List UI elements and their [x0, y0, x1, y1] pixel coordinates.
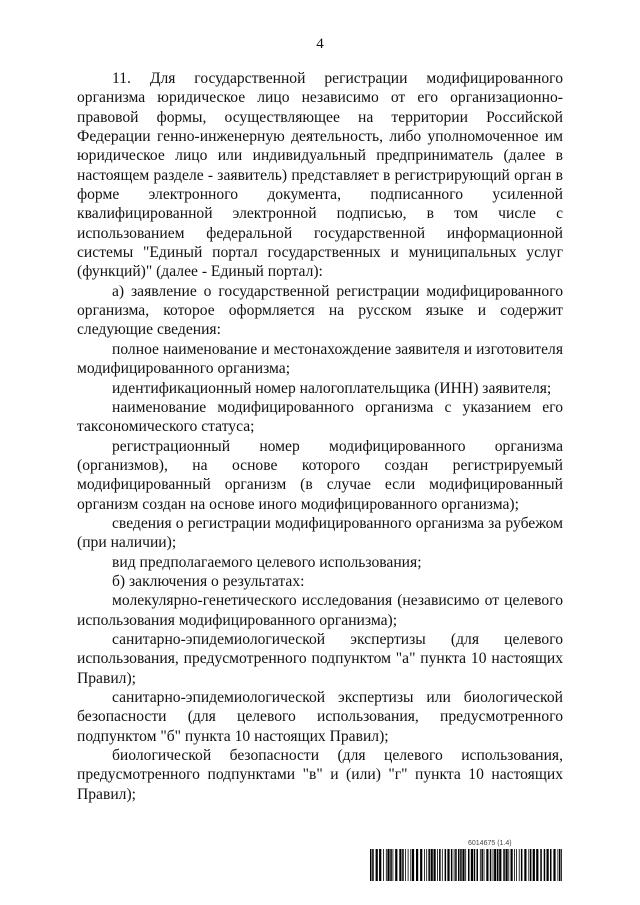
barcode-bar — [536, 849, 538, 881]
barcode-bar — [399, 849, 401, 881]
barcode-bar — [458, 849, 460, 881]
document-body — [77, 69, 563, 804]
barcode-image — [370, 849, 565, 881]
paragraph-intended-use: вид предполагаемого целевого использования; — [112, 553, 422, 571]
barcode-bar — [519, 849, 520, 881]
barcode-bar — [434, 849, 436, 881]
paragraph-sanitary-or-biosafety: санитарно-эпидемиологической экспертизы или биологической безопасности (для целевого использования, предусмотренного подпунктом "б" пункта 10 настоящих Правил); — [77, 689, 563, 745]
barcode-bar — [511, 849, 513, 881]
barcode-bar — [533, 849, 535, 881]
barcode-bar — [451, 849, 453, 881]
barcode-bar — [559, 849, 561, 881]
barcode-bar — [480, 849, 481, 881]
barcode-bar — [445, 849, 447, 881]
barcode-bar — [439, 849, 441, 881]
barcode-bar — [516, 849, 517, 881]
barcode-bar — [402, 849, 404, 881]
paragraph-organism-name: наименование модифицированного организма с указанием его таксономического статуса; — [77, 398, 563, 436]
barcode-bar — [462, 849, 464, 881]
barcode-bar — [528, 849, 529, 881]
barcode-bar — [379, 849, 381, 881]
barcode-bar — [395, 849, 397, 881]
barcode-bar — [544, 849, 546, 881]
barcode-bar — [460, 849, 462, 881]
barcode-bar — [386, 849, 387, 881]
barcode-bar — [454, 849, 455, 881]
barcode-bar — [410, 849, 411, 881]
barcode-bar — [514, 849, 515, 881]
barcode-bar — [547, 849, 549, 881]
barcode-bar — [506, 849, 508, 881]
barcode-bar — [372, 849, 374, 881]
barcode-bar — [521, 849, 523, 881]
page-number: 4 — [316, 36, 324, 52]
barcode-caption: 6014675 (1.4) — [468, 840, 512, 847]
paragraph-molecular-genetic: молекулярно-генетического исследования (независимо от целевого использования модифицированного организма); — [77, 592, 563, 629]
barcode-bar — [442, 849, 443, 881]
paragraph-foreign-registration: сведения о регистрации модифицированного организма за рубежом (при наличии); — [77, 514, 563, 552]
barcode-bar — [370, 849, 372, 881]
barcode-bar — [387, 849, 389, 881]
barcode-bar — [561, 849, 562, 881]
barcode-bar — [376, 849, 378, 881]
barcode-bar — [494, 849, 496, 881]
barcode-bar — [471, 849, 473, 881]
barcode-bar — [468, 849, 470, 881]
barcode-bar — [424, 849, 425, 881]
paragraph-subitem-a: а) заявление о государственной регистрации модифицированного организма, которое оформляется на русском языке и содержит следующие сведения: — [77, 282, 563, 339]
barcode-bar — [465, 849, 466, 881]
barcode-bar — [477, 849, 479, 881]
barcode-bar — [484, 849, 485, 881]
paragraph-biosafety: биологической безопасности (для целевого использования, предусмотренного подпунктами "в" и (или) "г" пункта 10 настоящих Правил); — [77, 747, 563, 803]
barcode-bar — [455, 849, 457, 881]
barcode-bar — [437, 849, 438, 881]
barcode-bar — [474, 849, 476, 881]
barcode-bar — [490, 849, 492, 881]
barcode-bar — [405, 849, 406, 881]
barcode-bar — [524, 849, 526, 881]
barcode-bar — [393, 849, 394, 881]
paragraph-item-11: 11. Для государственной регистрации модифицированного организма юридическое лицо независимо от его организационно-правовой формы, осуществляющее на территории Российской Федерации генно-инженерную деятельность, либо уполномоченное им юридическое лицо или индивидуальный предприниматель (далее в настоящем разделе - заявитель) представляет в регистрирующий орган в форме электронного документа, подписанного усиленной квалифицированной электронной подписью, в том числе с использованием федеральной государственной информационной системы "Единый портал государственных и муниципальных услуг (функций)" (далее - Единый портал): — [77, 70, 563, 281]
barcode-bar — [383, 849, 384, 881]
paragraph-sanitary-expertise: санитарно-эпидемиологической экспертизы (для целевого использования, предусмотренного подпунктом "а" пункта 10 настоящих Правил); — [77, 630, 563, 687]
barcode-bar — [558, 849, 559, 881]
barcode-bar — [390, 849, 392, 881]
barcode-bar — [540, 849, 542, 881]
barcode-bar — [426, 849, 427, 881]
barcode-bar — [499, 849, 501, 881]
barcode-bar — [481, 849, 483, 881]
barcode-bar — [431, 849, 433, 881]
barcode-bar — [428, 849, 430, 881]
barcode-bar — [508, 849, 509, 881]
barcode-bar — [420, 849, 422, 881]
paragraph-inn: идентификационный номер налогоплательщика (ИНН) заявителя; — [112, 379, 552, 397]
barcode-bar — [412, 849, 414, 881]
barcode-bar — [493, 849, 494, 881]
barcode-area — [370, 838, 565, 881]
paragraph-applicant-name: полное наименование и местонахождение заявителя и изготовителя модифицированного организма; — [77, 340, 563, 378]
barcode-bar — [497, 849, 499, 881]
paragraph-subitem-b: б) заключения о результатах: — [112, 572, 305, 590]
paragraph-registration-number: регистрационный номер модифицированного организма (организмов), на основе которого создан регистрируемый модифицированный организм (в случае если модифицированный организм создан на основе иного модифицированного организма); — [77, 437, 563, 513]
barcode-bar — [447, 849, 449, 881]
barcode-bar — [550, 849, 552, 881]
barcode-bar — [553, 849, 555, 881]
barcode-bar — [530, 849, 532, 881]
barcode-bar — [408, 849, 409, 881]
barcode-bar — [486, 849, 488, 881]
barcode-bar — [416, 849, 418, 881]
barcode-bar — [503, 849, 505, 881]
